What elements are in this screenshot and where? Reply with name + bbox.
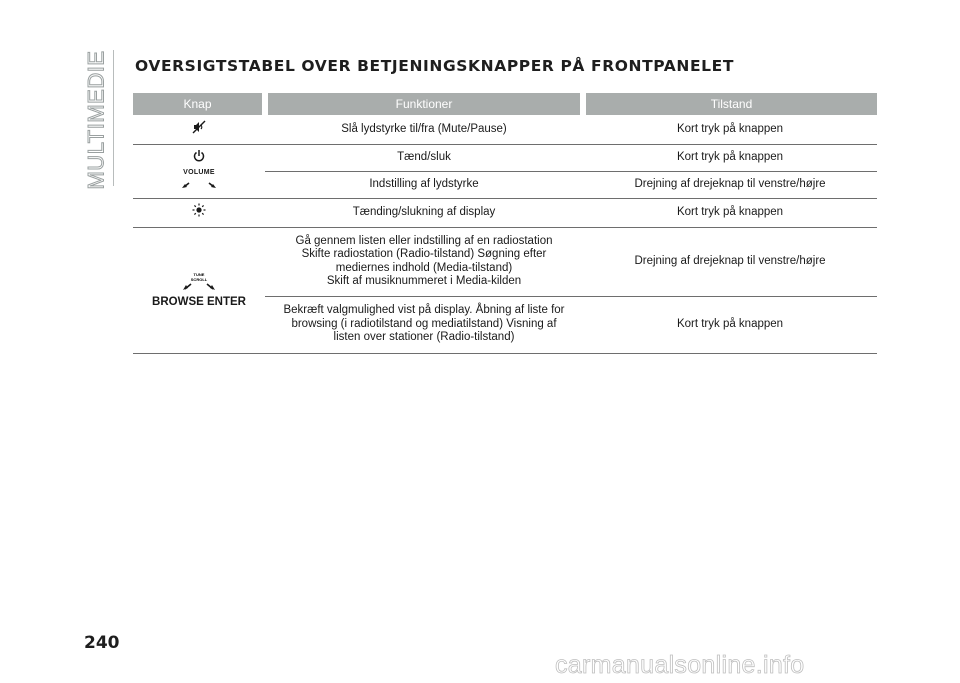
controls-table — [133, 93, 877, 354]
header-tilstand: Tilstand — [583, 93, 877, 115]
table-row — [133, 144, 877, 171]
browse-enter-label: BROWSE ENTER — [152, 296, 246, 308]
function-cell — [265, 227, 583, 296]
function-cell: Tænd/sluk — [265, 144, 583, 171]
volume-label: VOLUME — [183, 168, 215, 176]
function-cell: Indstilling af lydstyrke — [265, 171, 583, 198]
table-header-row — [133, 93, 877, 115]
state-cell: Kort tryk på knappen — [583, 115, 877, 144]
power-volume-knob-icon — [133, 144, 265, 198]
header-knap: Knap — [133, 93, 265, 115]
section-divider — [113, 50, 114, 186]
state-cell: Kort tryk på knappen — [583, 198, 877, 227]
function-cell: Tænding/slukning af display — [265, 198, 583, 227]
watermark: carmanualsonline.info — [555, 651, 805, 679]
table-row — [133, 227, 877, 296]
state-cell: Drejning af drejeknap til venstre/højre — [583, 227, 877, 296]
display-icon — [133, 198, 265, 227]
table-row — [133, 115, 877, 144]
function-line: Gå gennem listen eller indstilling af en radiostation — [295, 234, 553, 247]
function-cell — [265, 296, 583, 353]
function-line: Skifte radiostation (Radio-tilstand) Søgning efter — [301, 248, 547, 260]
header-funktioner: Funktioner — [265, 93, 583, 115]
state-cell: Drejning af drejeknap til venstre/højre — [583, 171, 877, 198]
function-cell: Slå lydstyrke til/fra (Mute/Pause) — [265, 115, 583, 144]
page-number: 240 — [84, 633, 120, 653]
function-line: mediernes indhold (Media-tilstand) — [335, 261, 513, 274]
function-line: Skift af musiknummeret i Media-kilden — [326, 275, 522, 287]
mute-icon — [133, 115, 265, 144]
tune-text: TUNE — [193, 271, 205, 277]
state-cell: Kort tryk på knappen — [583, 296, 877, 353]
table-row — [133, 198, 877, 227]
function-line: listen over stationer (Radio-tilstand) — [333, 331, 515, 344]
tune-scroll-knob-icon — [133, 227, 265, 353]
scroll-text: SCROLL — [190, 276, 208, 282]
function-line: Bekræft valgmulighed vist på display. Åbning af liste for — [283, 304, 565, 317]
section-tab — [84, 50, 110, 190]
page-title: OVERSIGTSTABEL OVER BETJENINGSKNAPPER PÅ FRONTPANELET — [135, 57, 734, 75]
state-cell: Kort tryk på knappen — [583, 144, 877, 171]
section-tab-label: MULTIMEDIE — [84, 50, 110, 190]
function-line: browsing (i radiotilstand og mediatilstand) Visning af — [291, 317, 557, 330]
